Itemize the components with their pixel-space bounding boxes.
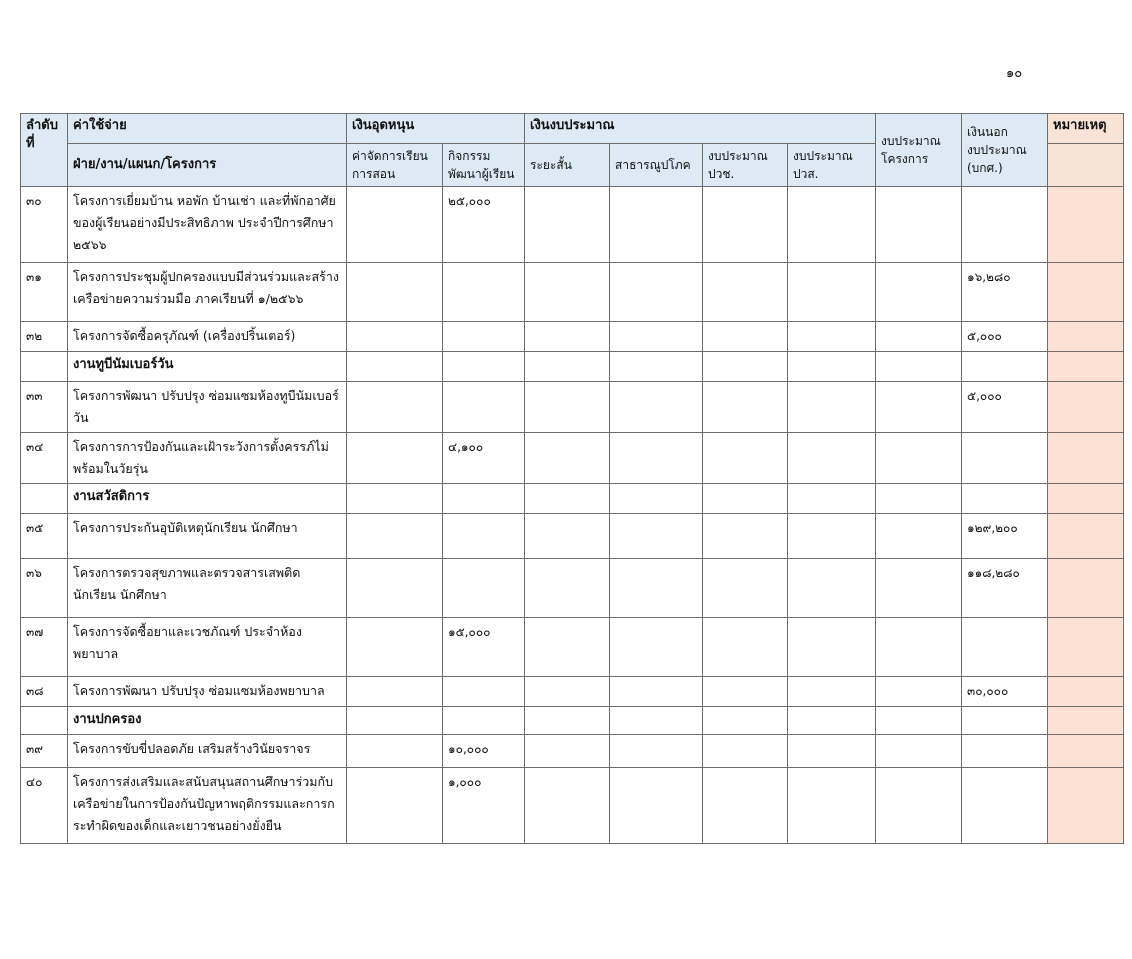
cell-project-budget	[876, 768, 962, 844]
cell-project-budget	[876, 187, 962, 263]
cell-teaching-cost	[347, 559, 443, 618]
cell-teaching-cost	[347, 187, 443, 263]
cell-no: ๓๑	[21, 263, 68, 322]
cell-teaching-cost	[347, 263, 443, 322]
cell-budget-hvc	[788, 768, 876, 844]
cell-short-term	[525, 514, 610, 559]
cell-no: ๓๘	[21, 677, 68, 707]
budget-table	[20, 113, 1124, 844]
cell-remark	[1048, 768, 1124, 844]
cell-utilities	[610, 514, 703, 559]
cell-budget-hvc	[788, 484, 876, 514]
cell-no: ๓๒	[21, 322, 68, 352]
cell-project: โครงการขับขี่ปลอดภัย เสริมสร้างวินัยจราจร	[68, 735, 347, 768]
cell-budget-ovec	[703, 433, 788, 484]
cell-utilities	[610, 322, 703, 352]
cell-student-activity: ๑๕,๐๐๐	[443, 618, 525, 677]
cell-short-term	[525, 187, 610, 263]
cell-project-budget	[876, 322, 962, 352]
header-remark: หมายเหตุ	[1048, 114, 1124, 144]
cell-budget-hvc	[788, 263, 876, 322]
cell-budget-ovec	[703, 735, 788, 768]
cell-budget-hvc	[788, 322, 876, 352]
cell-teaching-cost	[347, 352, 443, 382]
table-row	[21, 263, 1124, 322]
cell-budget-hvc	[788, 187, 876, 263]
cell-project-budget	[876, 618, 962, 677]
header-no: ลำดับ ที่	[21, 114, 68, 187]
cell-off-budget	[962, 433, 1048, 484]
cell-remark	[1048, 433, 1124, 484]
cell-remark	[1048, 263, 1124, 322]
cell-utilities	[610, 187, 703, 263]
cell-student-activity	[443, 707, 525, 735]
page-number: ๑๐	[1006, 66, 1023, 81]
cell-budget-hvc	[788, 433, 876, 484]
cell-project: โครงการการป้องกันและเฝ้าระวังการตั้งครรภ์ไม่พร้อมในวัยรุ่น	[68, 433, 347, 484]
cell-remark	[1048, 559, 1124, 618]
cell-budget-ovec	[703, 382, 788, 433]
cell-project: งานปกครอง	[68, 707, 347, 735]
cell-teaching-cost	[347, 768, 443, 844]
table-row	[21, 768, 1124, 844]
table-row	[21, 382, 1124, 433]
header-project-budget: งบประมาณ โครงการ	[876, 114, 962, 187]
cell-budget-hvc	[788, 514, 876, 559]
cell-short-term	[525, 677, 610, 707]
cell-project: โครงการประกันอุบัติเหตุนักเรียน นักศึกษา	[68, 514, 347, 559]
cell-utilities	[610, 263, 703, 322]
cell-budget-ovec	[703, 677, 788, 707]
cell-no	[21, 484, 68, 514]
cell-short-term	[525, 322, 610, 352]
cell-remark	[1048, 322, 1124, 352]
cell-off-budget: ๕,๐๐๐	[962, 322, 1048, 352]
cell-utilities	[610, 618, 703, 677]
cell-utilities	[610, 382, 703, 433]
cell-budget-ovec	[703, 618, 788, 677]
cell-short-term	[525, 707, 610, 735]
header-off-budget: เงินนอก งบประมาณ (บกศ.)	[962, 114, 1048, 187]
cell-project-budget	[876, 433, 962, 484]
cell-off-budget	[962, 768, 1048, 844]
table-row	[21, 618, 1124, 677]
cell-remark	[1048, 484, 1124, 514]
cell-no: ๓๔	[21, 433, 68, 484]
cell-off-budget: ๑๖,๒๘๐	[962, 263, 1048, 322]
cell-project: โครงการจัดซื้อครุภัณฑ์ (เครื่องปริ้นเตอร์)	[68, 322, 347, 352]
cell-student-activity	[443, 559, 525, 618]
cell-off-budget	[962, 735, 1048, 768]
cell-project-budget	[876, 514, 962, 559]
header-short-term: ระยะสั้น	[525, 144, 610, 187]
cell-project: โครงการจัดซื้อยาและเวชภัณฑ์ ประจำห้อง พยาบาล	[68, 618, 347, 677]
table-row	[21, 559, 1124, 618]
cell-student-activity	[443, 484, 525, 514]
cell-project: งานสวัสดิการ	[68, 484, 347, 514]
cell-budget-ovec	[703, 187, 788, 263]
cell-budget-hvc	[788, 559, 876, 618]
header-subsidy: เงินอุดหนุน	[347, 114, 525, 144]
cell-teaching-cost	[347, 484, 443, 514]
cell-budget-hvc	[788, 352, 876, 382]
cell-no: ๓๙	[21, 735, 68, 768]
cell-remark	[1048, 352, 1124, 382]
cell-short-term	[525, 433, 610, 484]
cell-student-activity: ๑,๐๐๐	[443, 768, 525, 844]
cell-teaching-cost	[347, 735, 443, 768]
cell-off-budget: ๓๐,๐๐๐	[962, 677, 1048, 707]
cell-student-activity	[443, 322, 525, 352]
cell-budget-ovec	[703, 768, 788, 844]
table-row	[21, 433, 1124, 484]
cell-project-budget	[876, 559, 962, 618]
cell-budget-ovec	[703, 263, 788, 322]
cell-remark	[1048, 677, 1124, 707]
header-remark-blank	[1048, 144, 1124, 187]
cell-teaching-cost	[347, 677, 443, 707]
cell-short-term	[525, 618, 610, 677]
cell-utilities	[610, 484, 703, 514]
cell-project: โครงการเยี่ยมบ้าน หอพัก บ้านเช่า และที่พักอาศัยของผู้เรียนอย่างมีประสิทธิภาพ ประจำปีการศึกษา ๒๕๖๖	[68, 187, 347, 263]
cell-budget-ovec	[703, 514, 788, 559]
cell-student-activity: ๑๐,๐๐๐	[443, 735, 525, 768]
table-body	[21, 187, 1124, 844]
cell-utilities	[610, 677, 703, 707]
table-row	[21, 677, 1124, 707]
cell-short-term	[525, 352, 610, 382]
cell-project-budget	[876, 735, 962, 768]
cell-short-term	[525, 768, 610, 844]
cell-short-term	[525, 263, 610, 322]
cell-teaching-cost	[347, 514, 443, 559]
section-row	[21, 352, 1124, 382]
cell-utilities	[610, 559, 703, 618]
cell-budget-ovec	[703, 559, 788, 618]
table-header	[21, 114, 1124, 187]
cell-off-budget	[962, 618, 1048, 677]
section-row	[21, 484, 1124, 514]
cell-project: โครงการตรวจสุขภาพและตรวจสารเสพติด นักเรียน นักศึกษา	[68, 559, 347, 618]
cell-student-activity: ๒๕,๐๐๐	[443, 187, 525, 263]
cell-no: ๓๕	[21, 514, 68, 559]
header-gov-budget: เงินงบประมาณ	[525, 114, 876, 144]
cell-project: งานทูบีนัมเบอร์วัน	[68, 352, 347, 382]
cell-project-budget	[876, 677, 962, 707]
cell-off-budget: ๕,๐๐๐	[962, 382, 1048, 433]
table-row	[21, 735, 1124, 768]
cell-student-activity	[443, 263, 525, 322]
cell-project-budget	[876, 382, 962, 433]
cell-budget-hvc	[788, 735, 876, 768]
table-row	[21, 514, 1124, 559]
cell-no: ๓๓	[21, 382, 68, 433]
cell-off-budget	[962, 707, 1048, 735]
cell-project: โครงการส่งเสริมและสนับสนุนสถานศึกษาร่วมกับเครือข่ายในการป้องกันปัญหาพฤติกรรมและการกระทำผิดของเด็กและเยาวชนอย่างยั่งยืน	[68, 768, 347, 844]
header-utilities: สาธารณูปโภค	[610, 144, 703, 187]
cell-student-activity	[443, 677, 525, 707]
cell-project-budget	[876, 263, 962, 322]
cell-budget-hvc	[788, 707, 876, 735]
cell-short-term	[525, 382, 610, 433]
cell-budget-ovec	[703, 322, 788, 352]
cell-remark	[1048, 735, 1124, 768]
cell-utilities	[610, 735, 703, 768]
header-teaching-cost: ค่าจัดการเรียน การสอน	[347, 144, 443, 187]
cell-student-activity	[443, 514, 525, 559]
cell-project-budget	[876, 707, 962, 735]
cell-off-budget	[962, 484, 1048, 514]
cell-teaching-cost	[347, 433, 443, 484]
cell-budget-ovec	[703, 707, 788, 735]
cell-no: ๓๗	[21, 618, 68, 677]
cell-utilities	[610, 707, 703, 735]
cell-no: ๓๐	[21, 187, 68, 263]
cell-short-term	[525, 735, 610, 768]
cell-no	[21, 352, 68, 382]
cell-no: ๔๐	[21, 768, 68, 844]
header-expense: ค่าใช้จ่าย	[68, 114, 347, 144]
cell-budget-ovec	[703, 352, 788, 382]
table-row	[21, 187, 1124, 263]
cell-budget-hvc	[788, 382, 876, 433]
header-budget-hvc: งบประมาณ ปวส.	[788, 144, 876, 187]
cell-utilities	[610, 768, 703, 844]
cell-no	[21, 707, 68, 735]
cell-teaching-cost	[347, 322, 443, 352]
header-division: ฝ่าย/งาน/แผนก/โครงการ	[68, 144, 347, 187]
cell-project-budget	[876, 352, 962, 382]
cell-teaching-cost	[347, 707, 443, 735]
header-budget-ovec: งบประมาณ ปวช.	[703, 144, 788, 187]
cell-teaching-cost	[347, 382, 443, 433]
cell-off-budget: ๑๒๙,๒๐๐	[962, 514, 1048, 559]
cell-project-budget	[876, 484, 962, 514]
cell-off-budget: ๑๑๘,๒๘๐	[962, 559, 1048, 618]
section-row	[21, 707, 1124, 735]
cell-no: ๓๖	[21, 559, 68, 618]
cell-short-term	[525, 559, 610, 618]
cell-off-budget	[962, 352, 1048, 382]
cell-utilities	[610, 352, 703, 382]
cell-remark	[1048, 187, 1124, 263]
cell-student-activity	[443, 352, 525, 382]
cell-project: โครงการพัฒนา ปรับปรุง ซ่อมแซมห้องทูบีนัมเบอร์วัน	[68, 382, 347, 433]
cell-utilities	[610, 433, 703, 484]
table-row	[21, 322, 1124, 352]
cell-short-term	[525, 484, 610, 514]
cell-project: โครงการพัฒนา ปรับปรุง ซ่อมแซมห้องพยาบาล	[68, 677, 347, 707]
cell-remark	[1048, 707, 1124, 735]
cell-remark	[1048, 514, 1124, 559]
cell-student-activity	[443, 382, 525, 433]
cell-budget-hvc	[788, 618, 876, 677]
cell-project: โครงการประชุมผู้ปกครองแบบมีส่วนร่วมและสร้างเครือข่ายความร่วมมือ ภาคเรียนที่ ๑/๒๕๖๖	[68, 263, 347, 322]
cell-remark	[1048, 618, 1124, 677]
cell-budget-hvc	[788, 677, 876, 707]
cell-student-activity: ๔,๑๐๐	[443, 433, 525, 484]
cell-teaching-cost	[347, 618, 443, 677]
cell-remark	[1048, 382, 1124, 433]
cell-off-budget	[962, 187, 1048, 263]
header-student-activity: กิจกรรม พัฒนาผู้เรียน	[443, 144, 525, 187]
cell-budget-ovec	[703, 484, 788, 514]
